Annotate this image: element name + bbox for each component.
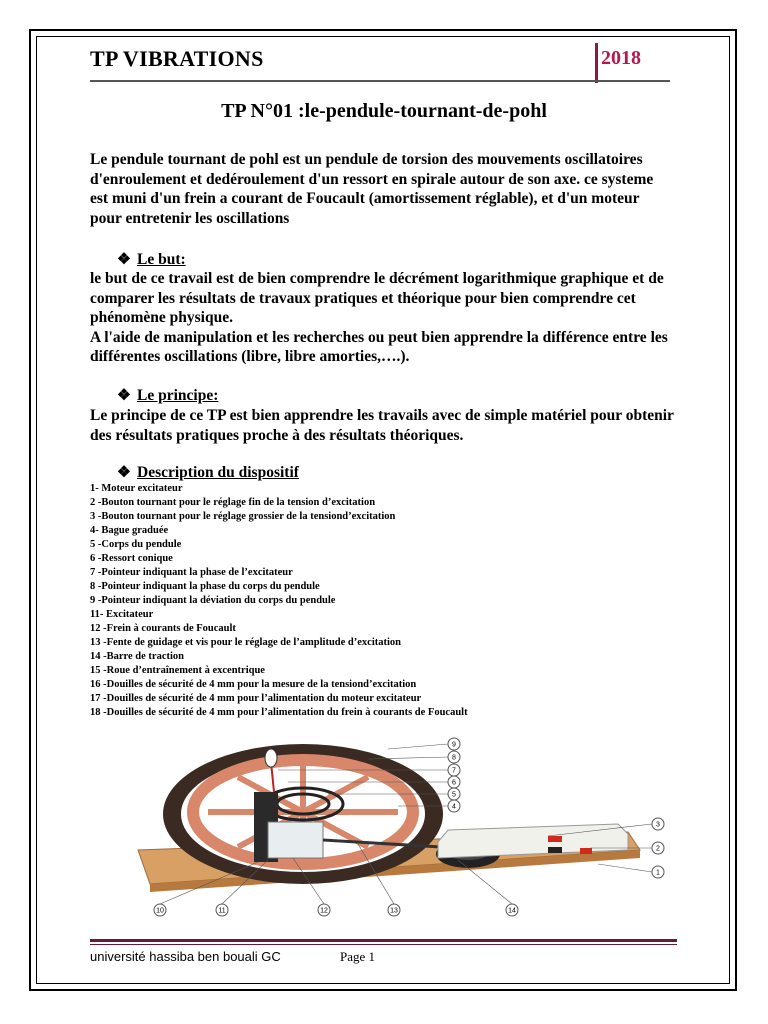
section-heading-principe [117,386,218,405]
but-line-2: A l'aide de manipulation et les recherches ou peut bien apprendre la différence entre les différentes oscillations (libre, libre amorties,….). [90,328,668,365]
callout-label: 1 [656,869,660,877]
diamond-bullet-icon: ❖ [117,251,131,268]
socket [548,847,562,853]
header-divider [595,43,598,83]
list-item: 2 -Bouton tournant pour le réglage fin de la tension d’excitation [90,497,376,508]
knob [548,836,562,842]
callout-label: 10 [156,907,164,915]
list-item: 7 -Pointeur indiquant la phase de l’excitateur [90,567,293,578]
section-label-but: Le but: [137,251,186,268]
callout-label: 5 [452,791,456,799]
callout-label: 12 [320,907,328,915]
section-label-principe: Le principe: [137,387,219,404]
paragraph-principe: Le principe de ce TP est bien apprendre les travails avec de simple matériel pour obtenir des résultats pratiques proche à des résultats théoriques. [90,407,674,444]
footer-rule [90,939,677,942]
callout-label: 6 [452,779,456,787]
callout-label: 13 [390,907,398,915]
pohl-pendulum-figure [128,732,660,922]
list-item: 14 -Barre de traction [90,651,184,662]
list-item: 8 -Pointeur indiquant la phase du corps du pendule [90,581,320,592]
callout-label: 2 [656,845,660,853]
document-title: TP N°01 :le-pendule-tournant-de-pohl [221,100,547,122]
list-item: 16 -Douilles de sécurité de 4 mm pour la mesure de la tensiond’excitation [90,679,417,690]
list-item: 6 -Ressort conique [90,553,173,564]
header-title: TP VIBRATIONS [90,46,264,71]
list-item: 5 -Corps du pendule [90,539,182,550]
knob [580,848,592,854]
callout-label: 14 [508,907,516,915]
callout-label: 7 [452,767,456,775]
list-item: 15 -Roue d’entraînement à excentrique [90,665,265,676]
section-heading-description [117,463,299,482]
intro-paragraph: Le pendule tournant de pohl est un pendule de torsion des mouvements oscillatoires d'enroulement et dedéroulement d'un ressort en spirale autour de son axe. ce systeme est muni d'un frein a courant de Foucault (amortissement réglable), et d'un moteur pour entretenir les oscillations [90,151,654,227]
callout-label: 4 [452,803,456,811]
header-year: 2018 [601,47,641,69]
pointer-tip [265,749,277,767]
list-item: 18 -Douilles de sécurité de 4 mm pour l’alimentation du frein à courants de Foucault [90,707,468,718]
diamond-bullet-icon: ❖ [117,464,131,481]
section-label-description: Description du dispositif [137,464,299,481]
footer-rule-thin [90,944,677,945]
footer-page-number: Page 1 [340,949,376,964]
eddy-brake [268,822,323,858]
footer-institution: université hassiba ben bouali GC [90,949,281,964]
list-item: 13 -Fente de guidage et vis pour le réglage de l’amplitude d’excitation [90,637,401,648]
component-list [90,482,690,720]
header-rule [90,80,670,82]
callout-label: 9 [452,741,456,749]
callout-label: 8 [452,754,456,762]
list-item: 1- Moteur excitateur [90,483,183,494]
list-item: 4- Bague graduée [90,525,169,536]
list-item: 17 -Douilles de sécurité de 4 mm pour l’alimentation du moteur excitateur [90,693,422,704]
section-heading-but [117,250,186,269]
paragraph-but [90,269,680,367]
callout-label: 3 [656,821,660,829]
list-item: 11- Excitateur [90,609,154,620]
diamond-bullet-icon: ❖ [117,387,131,404]
list-item: 12 -Frein à courants de Foucault [90,623,236,634]
callout-label: 11 [218,907,226,915]
but-line-1: le but de ce travail est de bien comprendre le décrément logarithmique graphique et de comparer les résultats de travaux pratiques et théorique pour bien comprendre cet phénomène physique. [90,270,664,326]
list-item: 3 -Bouton tournant pour le réglage grossier de la tensiond’excitation [90,511,396,522]
list-item: 9 -Pointeur indiquant la déviation du corps du pendule [90,595,336,606]
